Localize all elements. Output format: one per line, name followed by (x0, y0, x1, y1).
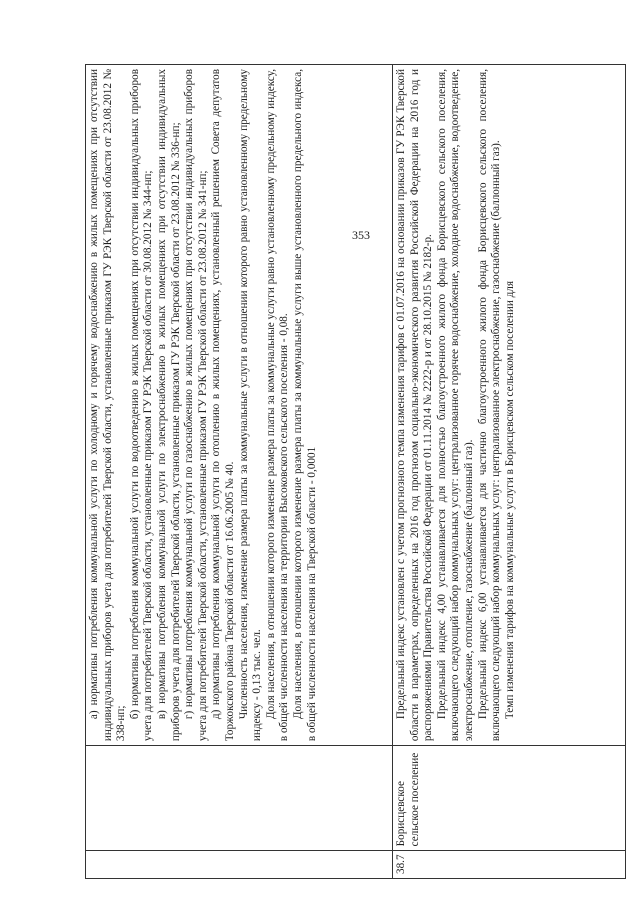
row-number-cell: 38.7 (393, 851, 626, 879)
settlement-name-cell: Борисцевское сельское поселение (393, 746, 626, 851)
paragraph: Доля населения, в отношении которого изменение размера платы за коммунальные услуги выше установленного предельного индекса, в общей численности населения на Тверской области - 0,0001 (291, 69, 318, 742)
table-row (86, 65, 393, 879)
tariff-table (85, 64, 626, 879)
paragraph: б) нормативы потребления коммунальной услуги по водоотведению в жилых помещениях при отсутствии индивидуальных приборов учета для потребителей Тверской области, установленные приказом ГУ РЭК Тверской области от 30.08.2012 № 344-нп; (128, 69, 155, 742)
paragraph: Доля населения, в отношении которого изменение размера платы за коммунальные услуги равно установленному предельному индексу, в общей численности населения на территории Высоковского сельского поселения - 0,08. (264, 69, 291, 742)
paragraph: в) нормативы потребления коммунальной услуги по электроснабжению в жилых помещениях при отсутствии индивидуальных приборов учета для потребителей Тверской области, установленные приказом ГУ РЭК Тверской области от 23.08.2012 № 336-нп; (155, 69, 182, 742)
row-number-cell (86, 851, 393, 879)
page-number: 353 (352, 228, 370, 242)
description-cell (393, 65, 626, 746)
table-row (393, 65, 626, 879)
paragraph: Предельный индекс 4,00 устанавливается для полностью благоустроенного жилого фонда Борисцевского сельского поселения, включающего следующий набор коммунальных услуг: централизованное горячее водоснабжение, холодное водоснабжение, водоотведение, электроснабжение, отопление, газоснабжение (баллонный газ). (435, 69, 475, 742)
paragraph: г) нормативы потребления коммунальной услуги по газоснабжению в жилых помещениях при отсутствии индивидуальных приборов учета для потребителей Тверской области, установленные приказом ГУ РЭК Тверской области от 23.08.2012 № 341-нп; (183, 69, 209, 742)
paragraph: Предельный индекс 6,00 устанавливается для частично благоустроенного жилого фонда Борисцевского сельского поселения, включающего следующий набор коммунальных услуг: централизованное электроснабжение, газоснабжение (баллонный газ). (476, 69, 503, 742)
settlement-name-cell (86, 746, 393, 851)
paragraph: Темп изменения тарифов на коммунальные услуги в Борисцевском сельском поселении для (503, 280, 516, 720)
rotated-table-page (85, 64, 615, 879)
description-cell (86, 65, 393, 746)
paragraph: Предельный индекс установлен с учетом прогнозного темпа изменения тарифов с 01.07.2016 на основании приказов ГУ РЭК Тверской области в параметрах, определенных на 2016 год прогнозом социально-экономического развития Российской Федерации на 2016 год и распоряжениями Правительства Российской Федерации от 01.11.2014 № 2222-р и от 28.10.2015 № 2182-р. (395, 69, 435, 742)
paragraph: а) нормативы потребления коммунальной услуги по холодному и горячему водоснабжению в жилых помещениях при отсутствии индивидуальных приборов учета для потребителей Тверской области, установленные приказом ГУ РЭК Тверской области от 23.08.2012 № 338-нп; (88, 69, 128, 742)
paragraph: Численность населения, изменение размера платы за коммунальные услуги в отношении которого равно установленному предельному индексу - 0,13 тыс. чел. (237, 69, 264, 742)
paragraph: д) нормативы потребления коммунальной услуги по отоплению в жилых помещениях, установленный решением Совета депутатов Торжокского района Тверской области от 16.06.2005 № 40. (210, 69, 236, 742)
